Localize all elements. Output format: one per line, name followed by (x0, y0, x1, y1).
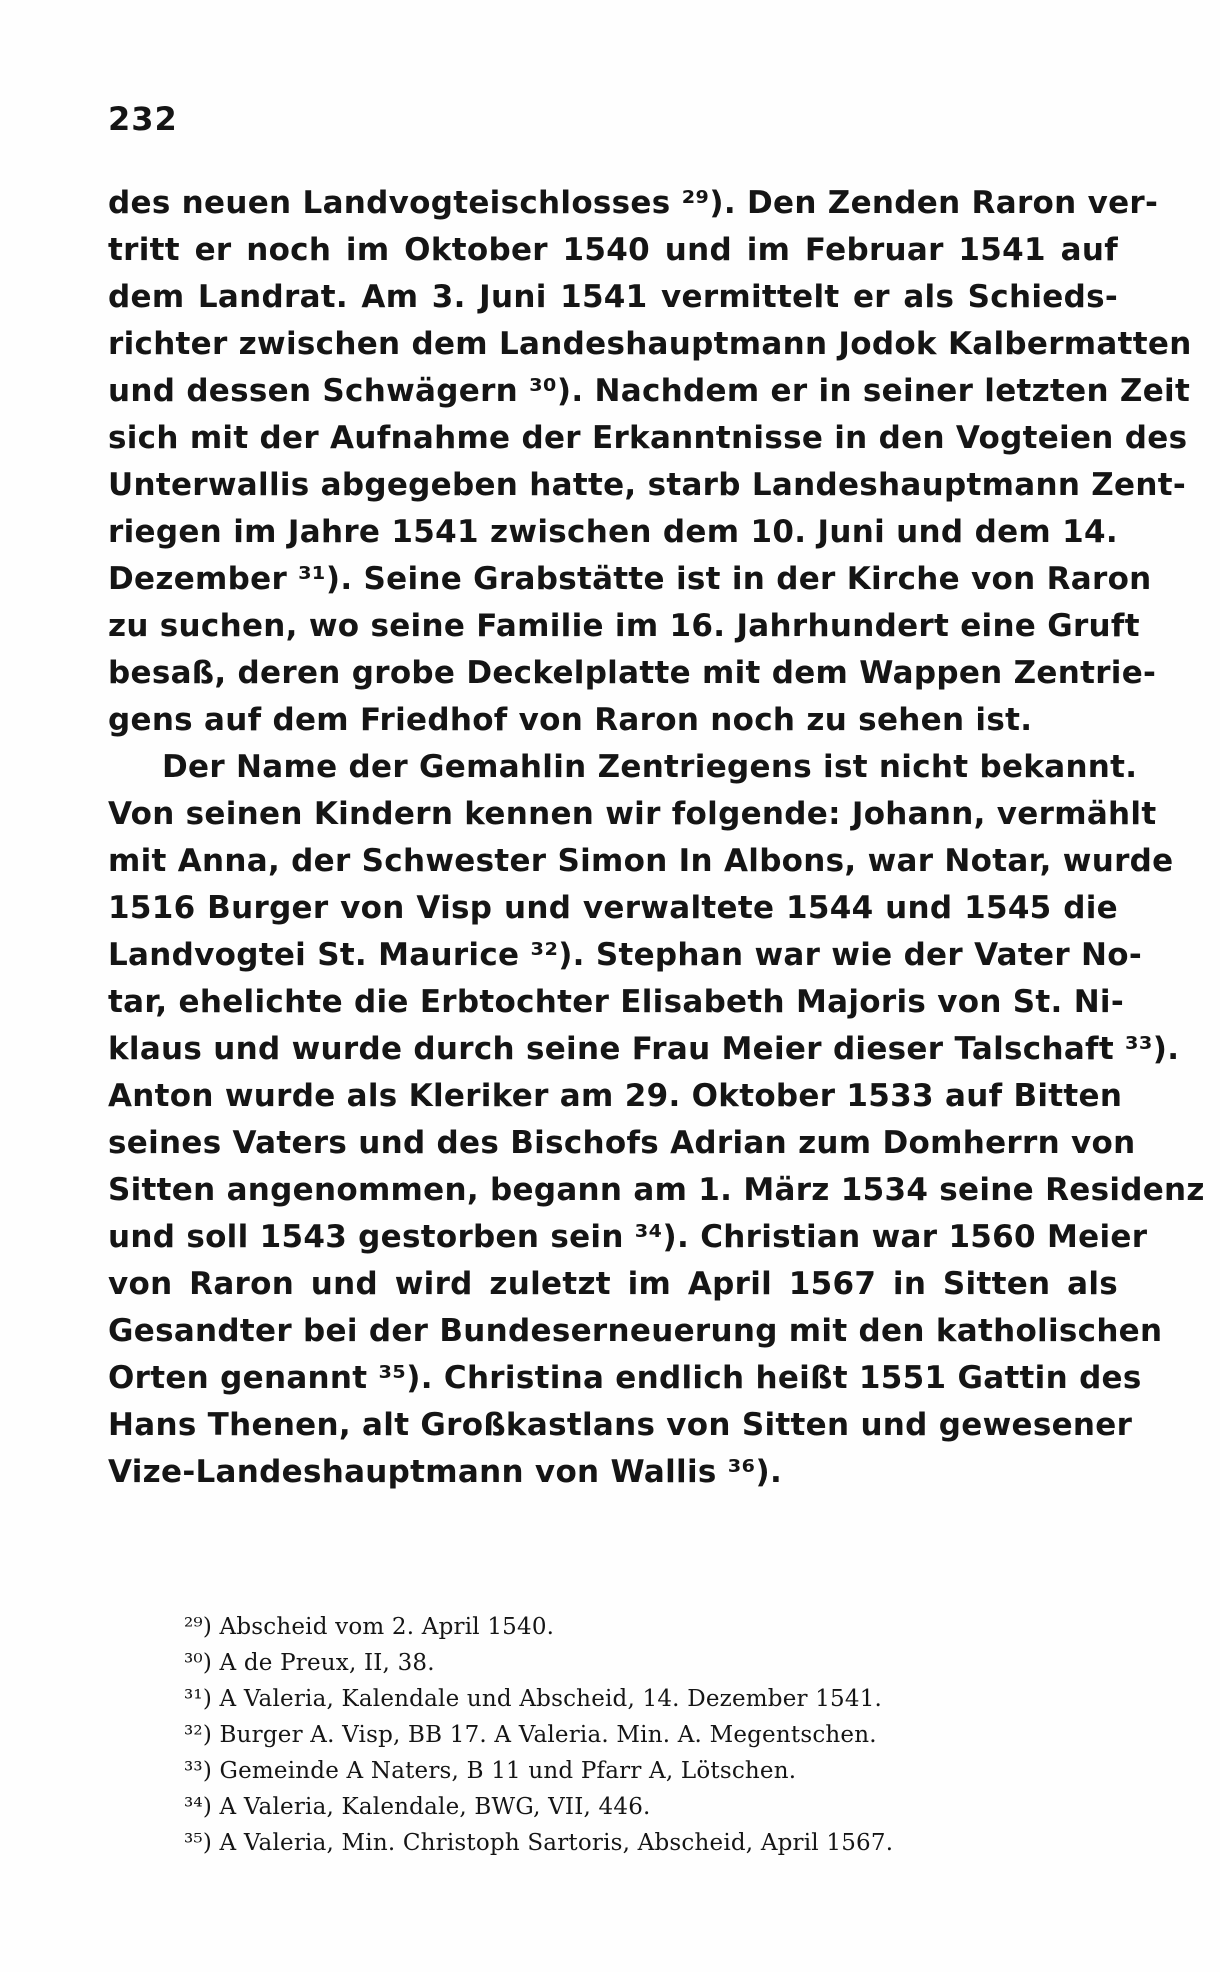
footnote: ³⁰) A de Preux, II, 38. (184, 1650, 435, 1676)
footnote: ³³) Gemeinde A Naters, B 11 und Pfarr A, Lötschen. (184, 1758, 797, 1784)
text-line: zu suchen, wo seine Familie im 16. Jahrhundert eine Gruft (108, 608, 1140, 644)
footnote: ³²) Burger A. Visp, BB 17. A Valeria. Min. A. Megentschen. (184, 1722, 877, 1748)
text-line: mit Anna, der Schwester Simon In Albons, war Notar, wurde (108, 843, 1174, 879)
footnotes (184, 1609, 1144, 1861)
footnote: ³⁵) A Valeria, Min. Christoph Sartoris, Abscheid, April 1567. (184, 1830, 894, 1856)
text-line: sich mit der Aufnahme der Erkanntnisse in den Vogteien des (108, 420, 1188, 456)
text-line: Dezember ³¹). Seine Grabstätte ist in der Kirche von Raron (108, 561, 1152, 597)
text-line: Von seinen Kindern kennen wir folgende: Johann, vermählt (108, 796, 1157, 832)
text-line: tar, ehelichte die Erbtochter Elisabeth Majoris von St. Ni- (108, 984, 1125, 1020)
paragraph-1 (108, 180, 1192, 744)
text-line: tritt er noch im Oktober 1540 und im Februar 1541 auf (108, 232, 1118, 268)
footnote: ²⁹) Abscheid vom 2. April 1540. (184, 1614, 555, 1640)
text-line: von Raron und wird zuletzt im April 1567 in Sitten als (108, 1266, 1118, 1302)
text-line: Landvogtei St. Maurice ³²). Stephan war wie der Vater No- (108, 937, 1143, 973)
text-line: Orten genannt ³⁵). Christina endlich heißt 1551 Gattin des (108, 1360, 1142, 1396)
text-line: 1516 Burger von Visp und verwaltete 1544 und 1545 die (108, 890, 1118, 926)
text-line: riegen im Jahre 1541 zwischen dem 10. Juni und dem 14. (108, 514, 1118, 550)
text-line: seines Vaters und des Bischofs Adrian zum Domherrn von (108, 1125, 1136, 1161)
text-line: dem Landrat. Am 3. Juni 1541 vermittelt er als Schieds- (108, 279, 1118, 315)
text-line: Der Name der Gemahlin Zentriegens ist nicht bekannt. (162, 749, 1138, 785)
text-line: richter zwischen dem Landeshauptmann Jodok Kalbermatten (108, 326, 1192, 362)
text-line: und dessen Schwägern ³⁰). Nachdem er in seiner letzten Zeit (108, 373, 1191, 409)
text-line: Hans Thenen, alt Großkastlans von Sitten und gewesener (108, 1407, 1133, 1443)
body-text (108, 180, 1205, 1496)
text-line: klaus und wurde durch seine Frau Meier dieser Talschaft ³³). (108, 1031, 1180, 1067)
text-line: gens auf dem Friedhof von Raron noch zu sehen ist. (108, 702, 1033, 738)
footnote: ³¹) A Valeria, Kalendale und Abscheid, 14. Dezember 1541. (184, 1686, 883, 1712)
text-line: Unterwallis abgegeben hatte, starb Landeshauptmann Zent- (108, 467, 1187, 503)
page-number: 232 (108, 100, 178, 138)
text-line: und soll 1543 gestorben sein ³⁴). Christian war 1560 Meier (108, 1219, 1148, 1255)
text-line: Vize-Landeshauptmann von Wallis ³⁶). (108, 1454, 783, 1490)
text-line: Anton wurde als Kleriker am 29. Oktober 1533 auf Bitten (108, 1078, 1123, 1114)
footnote: ³⁴) A Valeria, Kalendale, BWG, VII, 446. (184, 1794, 651, 1820)
text-line: des neuen Landvogteischlosses ²⁹). Den Zenden Raron ver- (108, 185, 1159, 221)
text-line: Sitten angenommen, begann am 1. März 1534 seine Residenz (108, 1172, 1205, 1208)
paragraph-2 (108, 744, 1205, 1496)
text-line: Gesandter bei der Bundeserneuerung mit den katholischen (108, 1313, 1163, 1349)
text-line: besaß, deren grobe Deckelplatte mit dem Wappen Zentrie- (108, 655, 1157, 691)
